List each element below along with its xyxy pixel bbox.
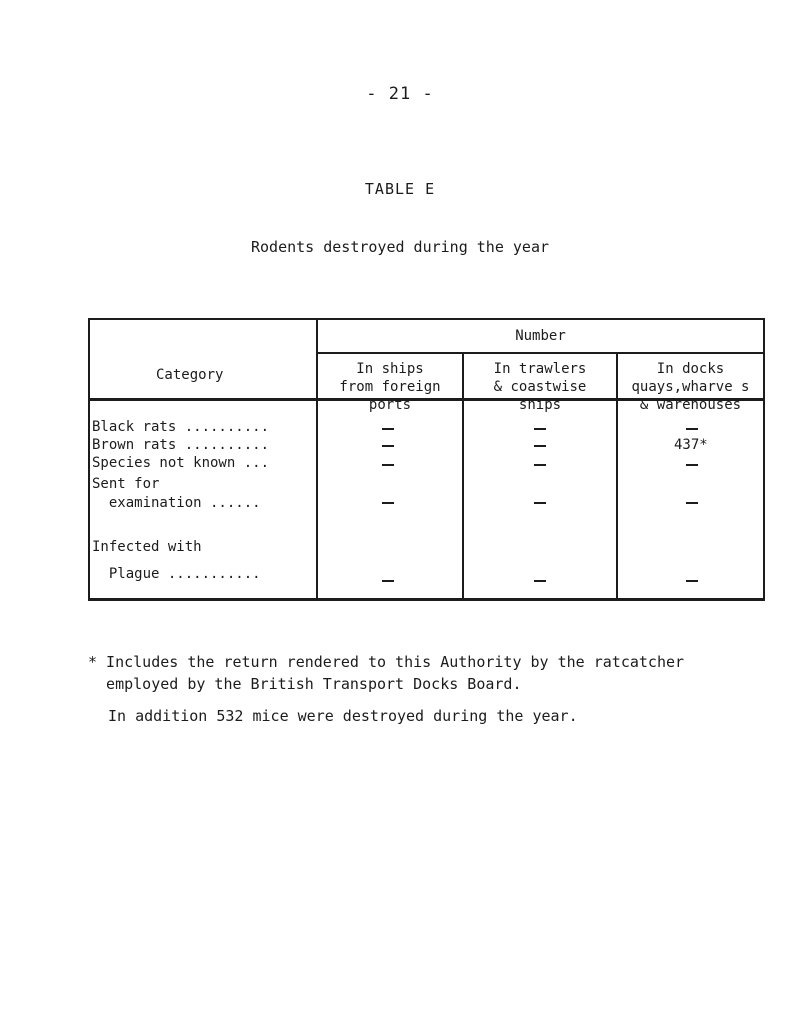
table-cell-dash	[382, 464, 394, 466]
table-cell-dash	[686, 464, 698, 466]
table-cell-dash	[534, 502, 546, 504]
table-cell-dash	[382, 580, 394, 582]
table-cell-dash	[534, 428, 546, 430]
row-label-infected-with-plague: Infected with Plague ...........	[92, 539, 261, 582]
table-cell-dash	[686, 502, 698, 504]
table-title: TABLE E	[364, 180, 436, 198]
row-label-species-not-known: Species not known ...	[92, 455, 270, 471]
column-header-docks: In docks quays,wharve s & warehouses	[631, 361, 750, 413]
table-cell-dash	[382, 428, 394, 430]
row-label-sent-for-examination: Sent for examination ......	[92, 476, 261, 511]
table-cell-dash	[686, 580, 698, 582]
number-header: Number	[515, 328, 566, 344]
table-cell-dash	[534, 464, 546, 466]
table-cell-dash	[382, 502, 394, 504]
table-footnote: * Includes the return rendered to this Authority by the ratcatcher employed by the British Transport Docks Board.	[88, 653, 685, 693]
additional-mice-note: In addition 532 mice were destroyed during the year.	[108, 707, 578, 725]
table-cell-dash	[534, 445, 546, 447]
table-bottom-rule	[88, 598, 765, 601]
table-cell-dash	[686, 428, 698, 430]
table-top-rule	[88, 318, 765, 320]
table-cell-dash	[534, 580, 546, 582]
page-number: - 21 -	[366, 84, 434, 104]
column-header-trawlers: In trawlers & coastwise ships	[493, 361, 587, 413]
row-label-black-rats: Black rats ..........	[92, 419, 270, 435]
table-cell-dash	[382, 445, 394, 447]
table-subtitle: Rodents destroyed during the year	[250, 238, 549, 256]
column-header-foreign-ships: In ships from foreign ports	[339, 361, 441, 413]
row-label-brown-rats: Brown rats ..........	[92, 437, 270, 453]
category-header: Category	[156, 367, 224, 383]
table-right-rule	[763, 318, 765, 601]
table-left-rule	[88, 318, 90, 601]
table-cell-value: 437*	[674, 437, 708, 453]
